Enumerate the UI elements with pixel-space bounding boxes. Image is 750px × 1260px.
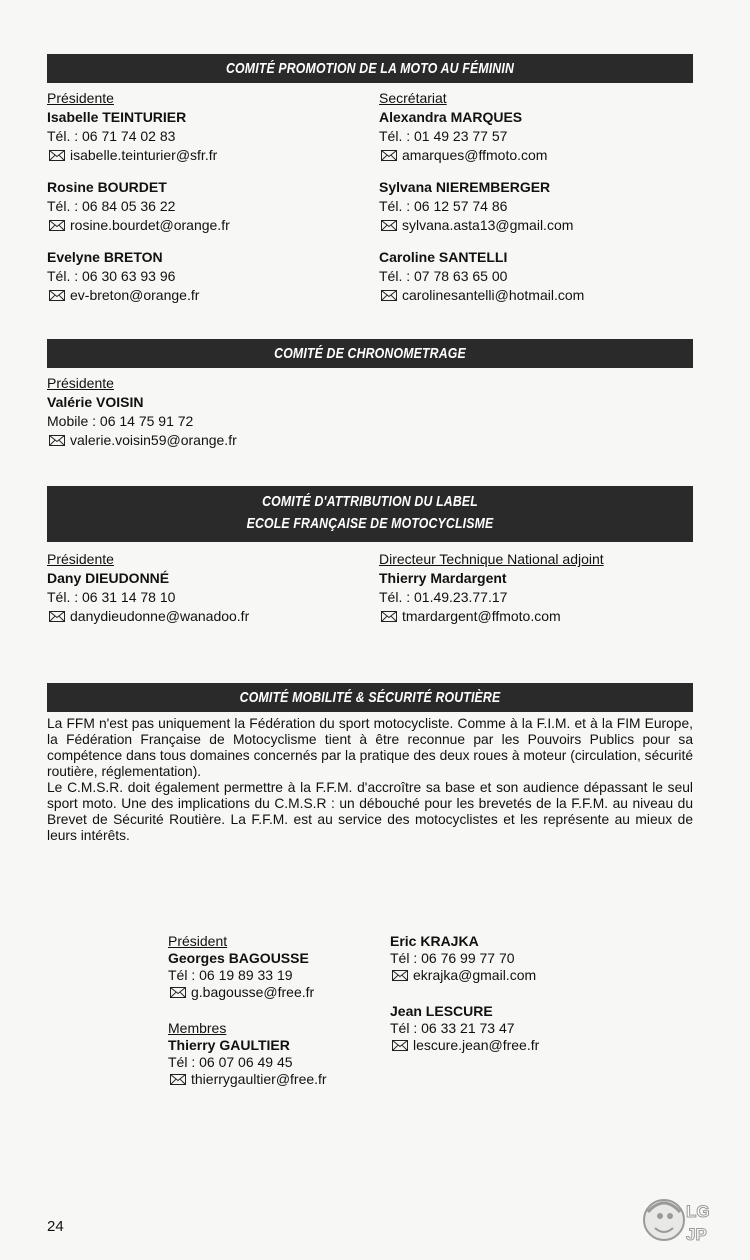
envelope-icon <box>392 970 408 981</box>
contact-role: Directeur Technique National adjoint <box>379 551 604 567</box>
section-title: COMITÉ DE CHRONOMETRAGE <box>274 345 466 362</box>
contact-card <box>47 178 230 235</box>
contact-phone: Tél. : 06 71 74 02 83 <box>47 128 176 144</box>
contact-phone: Mobile : 06 14 75 91 72 <box>47 413 194 429</box>
contact-name: Isabelle TEINTURIER <box>47 109 187 125</box>
contact-name: Thierry GAULTIER <box>168 1037 290 1053</box>
contact-phone: Tél. : 01.49.23.77.17 <box>379 589 508 605</box>
contact-email[interactable]: sylvana.asta13@gmail.com <box>402 217 574 233</box>
contact-email[interactable]: amarques@ffmoto.com <box>402 147 548 163</box>
contact-card <box>47 89 217 165</box>
contact-role: Présidente <box>47 90 114 106</box>
contact-phone: Tél. : 07 78 63 65 00 <box>379 268 508 284</box>
contact-phone: Tél : 06 33 21 73 47 <box>390 1020 515 1036</box>
contact-card <box>47 248 199 305</box>
envelope-icon <box>49 290 65 301</box>
contact-email[interactable]: thierrygaultier@free.fr <box>191 1071 327 1087</box>
section-banner-label-efm <box>47 486 693 542</box>
contact-name: Eric KRAJKA <box>390 933 479 949</box>
contact-phone: Tél. : 06 31 14 78 10 <box>47 589 176 605</box>
contact-role: Présidente <box>47 375 114 391</box>
contact-role: Présidente <box>47 551 114 567</box>
contact-email[interactable]: ekrajka@gmail.com <box>413 967 537 983</box>
envelope-icon <box>170 987 186 998</box>
envelope-icon <box>381 611 397 622</box>
section-title: COMITÉ MOBILITÉ & SÉCURITÉ ROUTIÈRE <box>239 689 501 706</box>
contact-email[interactable]: isabelle.teinturier@sfr.fr <box>70 147 218 163</box>
contact-name: Jean LESCURE <box>390 1003 493 1019</box>
envelope-icon <box>381 150 397 161</box>
contact-email[interactable]: valerie.voisin59@orange.fr <box>70 432 237 448</box>
envelope-icon <box>49 220 65 231</box>
section-title: COMITÉ PROMOTION DE LA MOTO AU FÉMININ <box>226 60 514 77</box>
contact-card <box>379 178 573 235</box>
contact-phone: Tél : 06 76 99 77 70 <box>390 950 515 966</box>
contact-name: Dany DIEUDONNÉ <box>47 570 170 586</box>
envelope-icon <box>49 150 65 161</box>
envelope-icon <box>381 290 397 301</box>
contact-card <box>47 550 249 626</box>
contact-card <box>390 933 536 984</box>
contact-card <box>47 374 237 450</box>
contact-card <box>168 933 314 1001</box>
section-banner-chronometrage <box>47 339 693 368</box>
contact-card <box>390 1003 539 1054</box>
paragraph: La FFM n'est pas uniquement la Fédération du sport motocycliste. Comme à la F.I.M. et à la FIM Europe, la Fédération Française de Motocyclisme tient à être reconnue par les Pouvoirs Publics pour sa compétence dans tous domaines concernés par la pratique des deux roues à moteur (circulation, sécurité routière, réglementation). <box>47 716 693 779</box>
contact-phone: Tél. : 01 49 23 77 57 <box>379 128 508 144</box>
contact-email[interactable]: g.bagousse@free.fr <box>191 984 315 1000</box>
contact-phone: Tél. : 06 30 63 93 96 <box>47 268 176 284</box>
contact-role: Membres <box>168 1020 227 1036</box>
svg-text:JP: JP <box>686 1225 707 1244</box>
contact-name: Caroline SANTELLI <box>379 249 508 265</box>
contact-name: Sylvana NIEREMBERGER <box>379 179 551 195</box>
section-title-line-1: COMITÉ D'ATTRIBUTION DU LABEL <box>262 493 478 510</box>
contact-name: Rosine BOURDET <box>47 179 167 195</box>
contact-name: Georges BAGOUSSE <box>168 950 309 966</box>
contact-role: Président <box>168 933 228 949</box>
envelope-icon <box>170 1074 186 1085</box>
contact-phone: Tél. : 06 84 05 36 22 <box>47 198 176 214</box>
contact-email[interactable]: lescure.jean@free.fr <box>413 1037 540 1053</box>
contact-phone: Tél. : 06 12 57 74 86 <box>379 198 508 214</box>
contact-name: Evelyne BRETON <box>47 249 163 265</box>
svg-text:LG: LG <box>686 1202 710 1221</box>
contact-name: Alexandra MARQUES <box>379 109 523 125</box>
contact-email[interactable]: carolinesantelli@hotmail.com <box>402 287 585 303</box>
section-description <box>47 716 693 844</box>
paragraph: Le C.M.S.R. doit également permettre à la F.F.M. d'accroître sa base et son audience dépassant le seul sport moto. Une des implications du C.M.S.R : un débouché pour les brevetés de la F.F.M. au niveau du Brevet de Sécurité Routière. La F.F.M. est au service des motocyclistes et les représente au mieux de leurs intérêts. <box>47 780 693 843</box>
section-banner-mobilite <box>47 683 693 712</box>
envelope-icon <box>392 1040 408 1051</box>
contact-email[interactable]: danydieudonne@wanadoo.fr <box>70 608 250 624</box>
envelope-icon <box>381 220 397 231</box>
envelope-icon <box>49 611 65 622</box>
contact-card <box>379 248 584 305</box>
contact-email[interactable]: ev-breton@orange.fr <box>70 287 200 303</box>
contact-email[interactable]: tmardargent@ffmoto.com <box>402 608 561 624</box>
contact-email[interactable]: rosine.bourdet@orange.fr <box>70 217 230 233</box>
contact-role: Secrétariat <box>379 90 447 106</box>
page-number: 24 <box>47 1218 64 1235</box>
contact-card <box>168 1020 327 1088</box>
contact-card <box>379 550 604 626</box>
contact-phone: Tél : 06 19 89 33 19 <box>168 967 293 983</box>
section-title-line-2: ECOLE FRANÇAISE DE MOTOCYCLISME <box>246 515 494 532</box>
contact-phone: Tél : 06 07 06 49 45 <box>168 1054 293 1070</box>
contact-name: Valérie VOISIN <box>47 394 144 410</box>
contact-card <box>379 89 547 165</box>
section-banner-promotion <box>47 54 693 83</box>
publisher-logo <box>640 1190 720 1250</box>
envelope-icon <box>49 435 65 446</box>
contact-name: Thierry Mardargent <box>379 570 507 586</box>
